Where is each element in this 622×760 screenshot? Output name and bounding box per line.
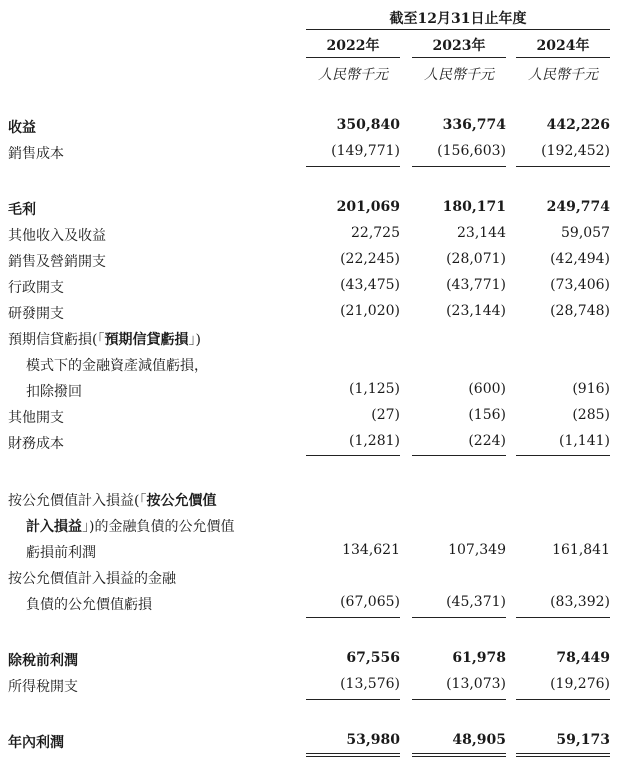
subtotal-rule — [516, 699, 610, 700]
fv-loss-2023: (45,371) — [446, 594, 506, 610]
total-double-rule — [412, 756, 506, 757]
ecl-2024: (916) — [572, 381, 610, 397]
other-expenses-2024: (285) — [572, 407, 610, 423]
total-double-rule — [306, 753, 400, 754]
row-label-profit-for-year: 年內利潤 — [8, 735, 64, 751]
subtotal-rule — [306, 617, 400, 618]
income-tax-2024: (19,276) — [550, 676, 610, 692]
fv-loss-2022: (67,065) — [340, 594, 400, 610]
row-label-profit-before-fv-line2: 計入損益」)的金融負債的公允價值 — [26, 519, 235, 535]
ecl-2023: (600) — [468, 381, 506, 397]
total-double-rule — [516, 753, 610, 754]
finance-costs-2023: (224) — [468, 433, 506, 449]
selling-expenses-2023: (28,071) — [446, 251, 506, 267]
admin-expenses-2023: (43,771) — [446, 277, 506, 293]
profit-before-fv-2024: 161,841 — [552, 542, 610, 558]
profit-for-year-2022: 53,980 — [346, 732, 400, 748]
year-rule — [516, 57, 610, 58]
header-rule — [306, 29, 610, 30]
selling-expenses-2024: (42,494) — [550, 251, 610, 267]
profit-before-tax-2023: 61,978 — [452, 650, 506, 666]
subtotal-rule — [412, 699, 506, 700]
subtotal-rule — [412, 455, 506, 456]
row-label-finance-costs: 財務成本 — [8, 436, 64, 452]
cost-of-sales-2024: (192,452) — [541, 143, 610, 159]
gross-profit-2022: 201,069 — [336, 199, 400, 215]
ecl-2022: (1,125) — [348, 381, 400, 397]
year-header-2023: 2023年 — [432, 38, 486, 54]
row-label-fv-loss-line2: 負債的公允價值虧損 — [26, 597, 152, 613]
finance-costs-2024: (1,141) — [558, 433, 610, 449]
row-label-other-income: 其他收入及收益 — [8, 228, 106, 244]
currency-unit: 人民幣千元 — [318, 67, 388, 83]
other-income-2024: 59,057 — [561, 225, 610, 241]
year-header-2022: 2022年 — [326, 38, 380, 54]
period-header: 截至12月31日止年度 — [389, 11, 527, 27]
total-double-rule — [412, 753, 506, 754]
row-label-other-expenses: 其他開支 — [8, 410, 64, 426]
row-label-gross-profit: 毛利 — [8, 202, 36, 218]
profit-for-year-2024: 59,173 — [556, 732, 610, 748]
subtotal-rule — [516, 617, 610, 618]
subtotal-rule — [306, 166, 400, 167]
profit-before-tax-2022: 67,556 — [346, 650, 400, 666]
profit-before-fv-2022: 134,621 — [342, 542, 400, 558]
row-label-admin-expenses: 行政開支 — [8, 280, 64, 296]
other-expenses-2022: (27) — [371, 407, 400, 423]
year-header-2024: 2024年 — [536, 38, 590, 54]
subtotal-rule — [306, 699, 400, 700]
revenue-2024: 442,226 — [546, 117, 610, 133]
selling-expenses-2022: (22,245) — [340, 251, 400, 267]
row-label-fv-loss-line1: 按公允價值計入損益的金融 — [8, 571, 176, 587]
row-label-ecl-line3: 扣除撥回 — [26, 384, 82, 400]
fv-loss-2024: (83,392) — [550, 594, 610, 610]
admin-expenses-2024: (73,406) — [550, 277, 610, 293]
total-double-rule — [516, 756, 610, 757]
profit-before-fv-2023: 107,349 — [448, 542, 506, 558]
row-label-profit-before-fv-line3: 虧損前利潤 — [26, 545, 96, 561]
currency-unit: 人民幣千元 — [528, 67, 598, 83]
year-rule — [306, 57, 400, 58]
cost-of-sales-2022: (149,771) — [331, 143, 400, 159]
income-tax-2022: (13,576) — [340, 676, 400, 692]
row-label-rd-expenses: 研發開支 — [8, 306, 64, 322]
row-label-income-tax: 所得稅開支 — [8, 679, 78, 695]
total-double-rule — [306, 756, 400, 757]
year-rule — [412, 57, 506, 58]
other-income-2022: 22,725 — [351, 225, 400, 241]
gross-profit-2024: 249,774 — [546, 199, 610, 215]
profit-before-tax-2024: 78,449 — [556, 650, 610, 666]
cost-of-sales-2023: (156,603) — [437, 143, 506, 159]
row-label-profit-before-tax: 除稅前利潤 — [8, 653, 78, 669]
row-label-revenue: 收益 — [8, 120, 36, 136]
finance-costs-2022: (1,281) — [348, 433, 400, 449]
admin-expenses-2022: (43,475) — [340, 277, 400, 293]
subtotal-rule — [412, 617, 506, 618]
rd-expenses-2024: (28,748) — [550, 303, 610, 319]
subtotal-rule — [516, 455, 610, 456]
row-label-selling-expenses: 銷售及營銷開支 — [8, 254, 106, 270]
subtotal-rule — [516, 166, 610, 167]
row-label-profit-before-fv-line1: 按公允價值計入損益(「按公允價值 — [8, 493, 217, 509]
subtotal-rule — [306, 455, 400, 456]
row-label-ecl-line2: 模式下的金融資產減值虧損， — [26, 358, 208, 374]
rd-expenses-2022: (21,020) — [340, 303, 400, 319]
gross-profit-2023: 180,171 — [442, 199, 506, 215]
row-label-cost-of-sales: 銷售成本 — [8, 146, 64, 162]
revenue-2023: 336,774 — [442, 117, 506, 133]
other-expenses-2023: (156) — [468, 407, 506, 423]
other-income-2023: 23,144 — [457, 225, 506, 241]
row-label-ecl-line1: 預期信貸虧損(「預期信貸虧損」) — [8, 332, 201, 348]
income-tax-2023: (13,073) — [446, 676, 506, 692]
subtotal-rule — [412, 166, 506, 167]
profit-for-year-2023: 48,905 — [452, 732, 506, 748]
revenue-2022: 350,840 — [336, 117, 400, 133]
rd-expenses-2023: (23,144) — [446, 303, 506, 319]
currency-unit: 人民幣千元 — [424, 67, 494, 83]
